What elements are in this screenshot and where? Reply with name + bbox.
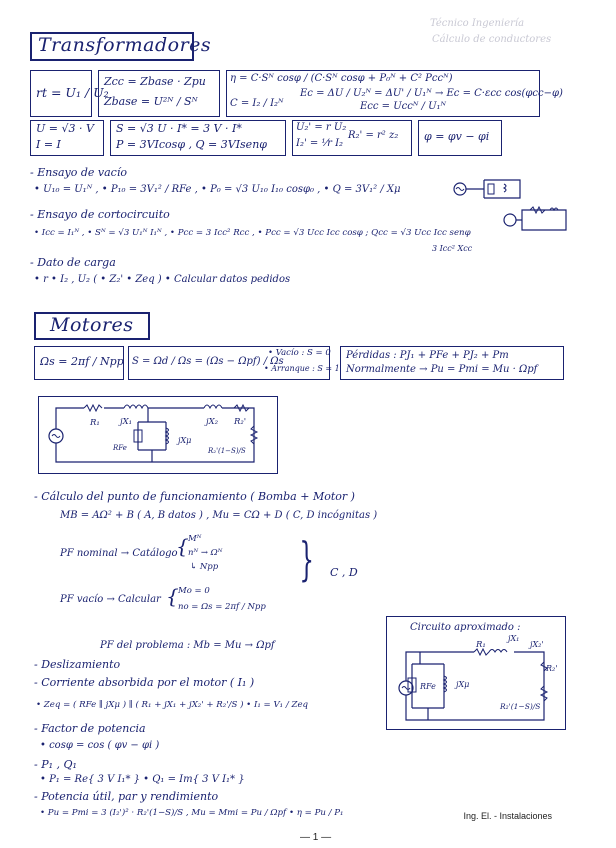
- util-formula: • Pu = Pmi = 3 (I₂')² · R₂'(1−S)/S , Mu = Mmi = Pu / Ωpf • η = Pu / P₁: [40, 808, 344, 818]
- approx-label-jxmu: jXμ: [456, 680, 470, 689]
- approx-title: Circuito aproximado :: [410, 622, 521, 633]
- circuit-label-rfe: RFe: [113, 444, 127, 452]
- approx-label-r2: R₂': [546, 664, 558, 673]
- corto-circuit-icon: [500, 206, 570, 232]
- slip-formula: S = Ωd / Ωs = (Ωs − Ωpf) / Ωs: [132, 356, 284, 367]
- vacio-circuit-icon: [450, 176, 530, 202]
- circuit-label-load: R₂'(1−S)/S: [208, 447, 246, 455]
- util-title: - Potencia útil, par y rendimiento: [34, 790, 219, 803]
- i-line: I = I: [36, 138, 61, 151]
- zcc-formula: Zcc = Zbase · Zpu: [104, 75, 206, 88]
- corto-eq-2: 3 Icc² Xcc: [432, 244, 473, 253]
- ecc-formula: Ecc = Uccᴺ / U₁ᴺ: [360, 101, 447, 112]
- pf-vacio-item-1: Mo = 0: [178, 586, 210, 596]
- u2p-formula: U₂' = r U₂: [296, 122, 347, 133]
- carga-eq: • r • I₂ , U₂ ( • Z₂' • Zeq ) • Calcular datos pedidos: [34, 274, 291, 285]
- pf-nominal: PF nominal → Catálogo: [60, 548, 178, 559]
- pf-nominal-item-3: ↳ Npp: [190, 562, 219, 572]
- vacio-eq: • U₁₀ = U₁ᴺ , • P₁₀ = 3V₁² / RFe , • P₀ = √3 U₁₀ I₁₀ cosφ₀ , • Q = 3V₁² / Xμ: [34, 184, 401, 195]
- circuit-label-r1: R₁: [90, 418, 100, 428]
- rt-formula: rt = U₁ / U₂: [36, 85, 109, 100]
- eta-formula: η = C·Sᴺ cosφ / (C·Sᴺ cosφ + P₀ᴺ + C² Pccᴺ): [230, 73, 453, 84]
- approx-label-r1: R₁: [476, 640, 486, 650]
- footer-label: Ing. El. - Instalaciones: [463, 811, 552, 821]
- corto-title: - Ensayo de cortocircuito: [30, 208, 170, 221]
- cd-label: C , D: [330, 566, 358, 579]
- u-line: U = √3 · V: [36, 122, 94, 135]
- phi-formula: φ = φv − φi: [424, 130, 490, 143]
- i2p-formula: I₂' = ⅟r I₂: [296, 138, 344, 149]
- p1q1-title: - P₁ , Q₁: [34, 758, 77, 771]
- perdidas-formula: Pérdidas : PJ₁ + PFe + PJ₂ + Pm: [346, 350, 509, 361]
- approx-label-jx2: jX₂': [530, 640, 544, 649]
- pf-problema: PF del problema : Mb = Mu → Ωpf: [100, 640, 275, 651]
- vacio-title: - Ensayo de vacío: [30, 166, 127, 179]
- circuit-label-jx1: jX₁: [120, 417, 133, 427]
- corto-eq: • Icc = I₁ᴺ , • Sᴺ = √3 U₁ᴺ I₁ᴺ , • Pcc = 3 Icc² Rcc , • Pcc = √3 Ucc Icc cosφ ; Qcc = √3 Ucc Icc senφ: [34, 228, 471, 238]
- c-formula: C = I₂ / I₂ᴺ: [230, 98, 284, 109]
- pf-right-brace: }: [299, 532, 314, 586]
- circuit-label-jx2: jX₂: [206, 417, 219, 427]
- pf-nominal-item-1: Mᴺ: [188, 534, 202, 544]
- omega-s-formula: Ωs = 2πf / Npp: [40, 355, 124, 368]
- mb-formula: MB = AΩ² + B ( A, B datos ) , Mu = CΩ + D ( C, D incógnitas ): [60, 510, 378, 521]
- cosphi-formula: • cosφ = cos ( φv − φi ): [40, 740, 160, 751]
- pf-vacio-brace: {: [166, 584, 179, 608]
- transformadores-title: Transformadores: [38, 34, 212, 56]
- page-number: — 1 —: [300, 832, 332, 843]
- corriente-title: - Corriente absorbida por el motor ( I₁ ): [34, 676, 255, 689]
- approx-label-rfe: RFe: [420, 682, 436, 691]
- zbase-formula: Zbase = U²ᴺ / Sᴺ: [104, 95, 198, 108]
- pf-nominal-item-2: nᴺ → Ωᴺ: [188, 548, 223, 558]
- circuit-label-r2: R₂': [234, 417, 247, 427]
- zeq-formula: • Zeq = ( RFe ∥ jXμ ) ∥ ( R₁ + jX₁ + jX₂' + R₂'/S ) • I₁ = V₁ / Zeq: [36, 700, 309, 710]
- factor-title: - Factor de potencia: [34, 722, 146, 735]
- p1q1-formula: • P₁ = Re{ 3 V I₁* } • Q₁ = Im{ 3 V I₁* }: [40, 774, 245, 785]
- pf-nominal-brace: {: [176, 534, 189, 558]
- arranque-s: • Arranque : S = 1: [264, 364, 340, 373]
- approx-label-load: R₂'(1−S)/S: [500, 702, 541, 711]
- bleed-text-1: Técnico Ingeniería: [430, 18, 525, 29]
- punto-title: - Cálculo del punto de funcionamiento ( Bomba + Motor ): [34, 490, 355, 503]
- vacio-s: • Vacío : S = 0: [268, 348, 331, 358]
- r2p-formula: R₂' = r² z₂: [348, 130, 399, 141]
- motores-title: Motores: [50, 314, 134, 336]
- pf-vacio: PF vacío → Calcular: [60, 594, 161, 605]
- pq-formula: P = 3VIcosφ , Q = 3VIsenφ: [116, 138, 267, 151]
- normalmente-formula: Normalmente → Pu = Pmi = Mu · Ωpf: [346, 364, 538, 375]
- equivalent-circuit-diagram: [44, 402, 270, 468]
- bleed-text-2: Cálculo de conductores: [432, 34, 552, 45]
- ec-formula: Ec = ΔU / U₂ᴺ = ΔU' / U₁ᴺ → Ec = C·εcc cos(φcc−φ): [300, 88, 563, 99]
- circuit-label-jxmu: jXμ: [178, 436, 192, 445]
- approx-label-jx1: jX₁: [508, 634, 520, 643]
- approx-circuit-diagram: [394, 642, 558, 724]
- pf-vacio-item-2: no = Ωs = 2πf / Npp: [178, 602, 266, 612]
- s-formula: S = √3 U · I* = 3 V · I*: [116, 122, 242, 135]
- deslizamiento-title: - Deslizamiento: [34, 658, 121, 671]
- carga-title: - Dato de carga: [30, 256, 116, 269]
